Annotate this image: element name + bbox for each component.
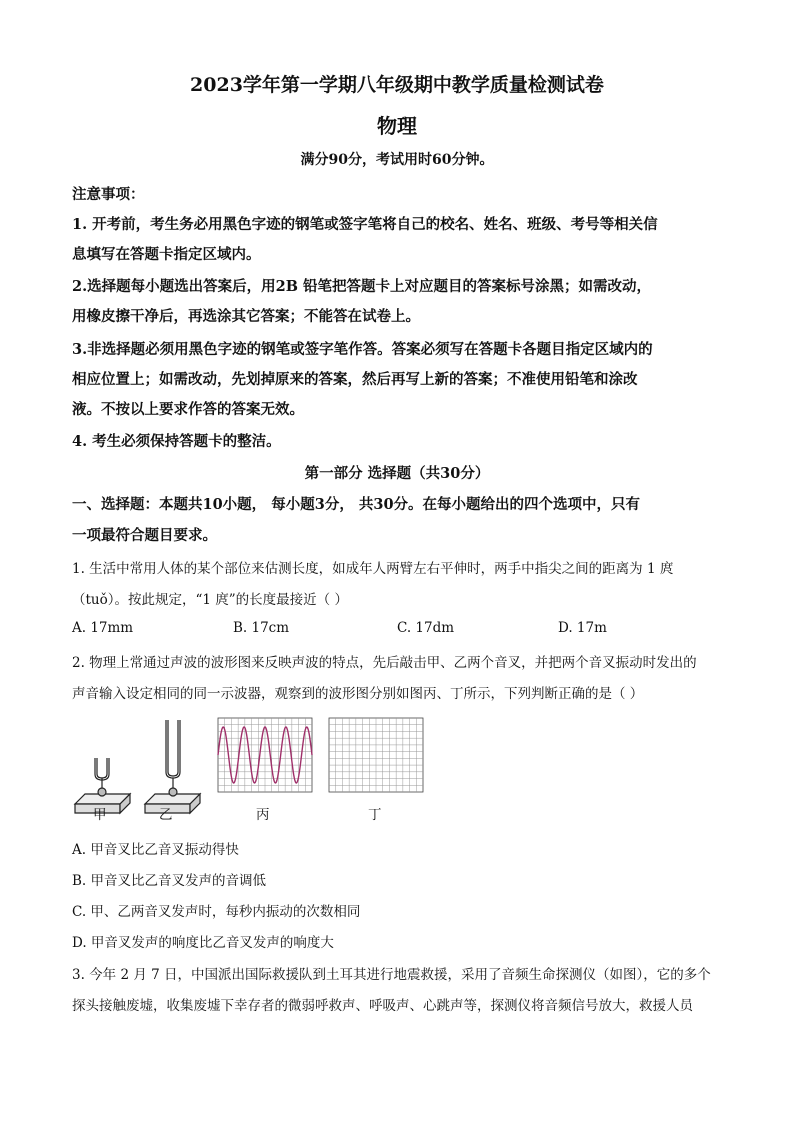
q1-option-b: B. 17cm — [233, 620, 290, 636]
part1-instruction-line-2: 一项最符合题目要求。 — [72, 527, 217, 544]
q2-option-b: B. 甲音叉比乙音叉发声的音调低 — [72, 873, 267, 889]
note-3-line-2: 相应位置上；如需改动，先划掉原来的答案，然后再写上新的答案；不准使用铅笔和涂改 — [72, 371, 638, 388]
note-1-line-1: 1. 开考前，考生务必用黑色字迹的钢笔或签字笔将自己的校名、姓名、班级、考号等相关信 — [72, 216, 658, 233]
oscilloscope-bing — [218, 718, 312, 792]
figure-label-jia: 甲 — [93, 807, 107, 823]
score-info: 满分90分，考试用时60分钟。 — [300, 152, 494, 168]
q1-line-2: （tuǒ）。按此规定，“1 庹”的长度最接近（ ） — [72, 592, 348, 608]
q2-option-c: C. 甲、乙两音叉发声时，每秒内振动的次数相同 — [72, 904, 361, 920]
figure-label-ding: 丁 — [368, 807, 382, 823]
oscilloscope-ding — [329, 718, 423, 792]
note-3-line-3: 液。不按以上要求作答的答案无效。 — [72, 401, 304, 418]
q1-line-1: 1. 生活中常用人体的某个部位来估测长度，如成年人两臂左右平伸时，两手中指尖之间的距离为 1 庹 — [72, 561, 674, 577]
q3-line-1: 3. 今年 2 月 7 日，中国派出国际救援队到土耳其进行地震救援，采用了音频生命探测仪（如图），它的多个 — [72, 967, 711, 983]
figure-label-bing: 丙 — [256, 807, 270, 823]
q1-option-c: C. 17dm — [397, 620, 455, 636]
q2-line-2: 声音输入设定相同的同一示波器，观察到的波形图分别如图丙、丁所示，下列判断正确的是（ ） — [72, 686, 644, 702]
tuning-fork-yi-icon — [145, 720, 200, 813]
note-4: 4. 考生必须保持答题卡的整洁。 — [72, 433, 281, 450]
note-2-line-2: 用橡皮擦干净后，再选涂其它答案；不能答在试卷上。 — [72, 308, 420, 325]
subject-title: 物理 — [377, 114, 417, 138]
q2-line-1: 2. 物理上常通过声波的波形图来反映声波的特点，先后敲击甲、乙两个音叉，并把两个音叉振动时发出的 — [72, 655, 697, 671]
part1-title: 第一部分 选择题（共30分） — [304, 465, 490, 482]
note-3-line-1: 3.非选择题必须用黑色字迹的钢笔或签字笔作答。答案必须写在答题卡各题目指定区域内的 — [72, 341, 653, 358]
q3-line-2: 探头接触废墟，收集废墟下幸存者的微弱呼救声、呼吸声、心跳声等，探测仪将音频信号放大，救援人员 — [72, 998, 693, 1014]
q2-option-a: A. 甲音叉比乙音叉振动得快 — [72, 842, 239, 858]
exam-title: 2023学年第一学期八年级期中教学质量检测试卷 — [190, 74, 604, 96]
q2-option-d: D. 甲音叉发声的响度比乙音叉发声的响度大 — [72, 935, 334, 951]
notes-heading: 注意事项： — [72, 186, 145, 203]
figure-label-yi: 乙 — [159, 807, 173, 823]
note-1-line-2: 息填写在答题卡指定区域内。 — [72, 246, 261, 263]
part1-instruction-line-1: 一、选择题：本题共10小题， 每小题3分， 共30分。在每小题给出的四个选项中，只有 — [72, 496, 641, 513]
note-2-line-1: 2.选择题每小题选出答案后，用2B 铅笔把答题卡上对应题目的答案标号涂黑；如需改动， — [72, 278, 652, 295]
q1-option-a: A. 17mm — [72, 620, 134, 636]
q1-option-d: D. 17m — [558, 620, 607, 636]
